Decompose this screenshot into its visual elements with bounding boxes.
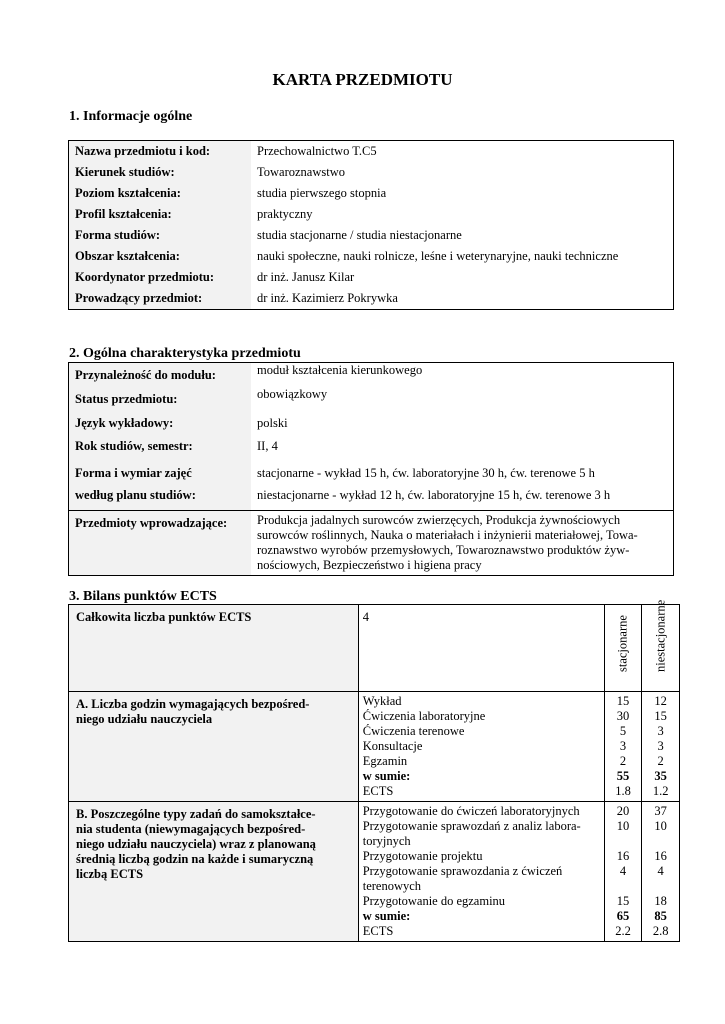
- table-row: [69, 511, 674, 576]
- prereq-line: surowców roślinnych, Nauka o materiałach i inżynierii materiałowej, Towa-: [257, 528, 638, 542]
- hours-value: [609, 879, 638, 894]
- ects-table: [68, 599, 680, 942]
- row-label: Profil kształcenia:: [69, 204, 252, 225]
- table-row: [69, 435, 674, 458]
- hours-value: [646, 834, 675, 849]
- item-name: Ćwiczenia terenowe: [362, 724, 465, 738]
- row-value: studia stacjonarne / studia niestacjonarne: [257, 228, 462, 242]
- section-a-stac-values: [604, 692, 642, 802]
- general-info-table: [68, 140, 674, 310]
- hours-value: 2: [657, 754, 664, 768]
- section-b-stac-values: [604, 802, 642, 942]
- hours-value: 15: [616, 694, 630, 708]
- hours-value: [646, 879, 675, 894]
- row-label: [69, 458, 252, 511]
- hours-value: 4: [619, 864, 627, 878]
- ects-label: ECTS: [362, 784, 394, 798]
- sum-value: 65: [616, 909, 630, 923]
- forma-value-line-2: niestacjonarne - wykład 12 h, ćw. laboratoryjne 15 h, ćw. terenowe 3 h: [257, 488, 611, 502]
- section-b-niestac-values: [642, 802, 680, 942]
- sum-label: w sumie:: [362, 909, 411, 923]
- hours-value: 15: [616, 894, 630, 908]
- section-1-heading: 1. Informacje ogólne: [69, 109, 193, 124]
- hours-value: 2: [619, 754, 627, 768]
- forma-value-line-1: stacjonarne - wykład 15 h, ćw. laboratoryjne 30 h, ćw. terenowe 5 h: [257, 466, 595, 480]
- hours-value: 3: [619, 739, 627, 753]
- item-name: Wykład: [362, 694, 402, 708]
- item-name: Przygotowanie sprawozdań z analiz labora-: [362, 819, 581, 833]
- ects-value: 2.2: [615, 924, 631, 938]
- row-value: nauki społeczne, nauki rolnicze, leśne i weterynaryjne, nauki techniczne: [257, 249, 619, 263]
- row-value: Przechowalnictwo T.C5: [257, 144, 377, 158]
- column-header-niestacjonarne: [642, 599, 680, 692]
- section-3-heading: 3. Bilans punktów ECTS: [69, 589, 217, 604]
- forma-label-line-2: według planu studiów:: [75, 488, 196, 502]
- column-header-text: stacjonarne: [615, 615, 630, 672]
- row-label: Status przedmiotu:: [69, 386, 252, 412]
- section-a-label-line: A. Liczba godzin wymagających bezpośred-: [76, 697, 310, 711]
- table-row: [69, 802, 680, 942]
- section-2-heading: 2. Ogólna charakterystyka przedmiotu: [69, 346, 301, 361]
- item-name: Egzamin: [362, 754, 408, 768]
- table-row: [69, 692, 680, 802]
- section-b-label-line: B. Poszczególne typy zadań do samokształce-: [76, 807, 316, 821]
- hours-value: [609, 834, 638, 849]
- column-header-stacjonarne: [604, 605, 642, 692]
- table-row: [69, 246, 674, 267]
- item-name: Przygotowanie projektu: [362, 849, 483, 863]
- hours-value: 30: [616, 709, 630, 723]
- section-b-label-line: liczbą ECTS: [76, 867, 144, 881]
- sum-value: 35: [654, 769, 667, 783]
- ects-label: ECTS: [362, 924, 394, 938]
- row-label: Poziom kształcenia:: [69, 183, 252, 204]
- item-name: terenowych: [362, 879, 422, 893]
- hours-value: 16: [616, 849, 630, 863]
- row-value: praktyczny: [257, 207, 313, 221]
- row-label: Prowadzący przedmiot:: [69, 288, 252, 310]
- row-value: [251, 511, 674, 576]
- section-b-label-line: niego udziału nauczyciela) wraz z planowaną: [76, 837, 316, 851]
- row-label: Forma studiów:: [69, 225, 252, 246]
- hours-value: 10: [654, 819, 667, 833]
- section-b-label: [69, 802, 359, 942]
- section-b-label-line: nia studenta (niewymagających bezpośred-: [76, 822, 306, 836]
- table-row: [69, 141, 674, 163]
- hours-value: 12: [654, 694, 667, 708]
- column-header-text: niestacjonarne: [653, 599, 668, 672]
- section-b-label-line: średnią liczbą godzin na każde i sumaryczną: [76, 852, 314, 866]
- item-name: Przygotowanie do egzaminu: [362, 894, 506, 908]
- prereq-line: roznawstwo wyrobów przemysłowych, Towaroznawstwo produktów żyw-: [257, 543, 630, 557]
- table-row: [69, 162, 674, 183]
- row-label: Kierunek studiów:: [69, 162, 252, 183]
- section-a-label: [69, 692, 359, 802]
- table-row: [69, 386, 674, 412]
- row-value: dr inż. Kazimierz Pokrywka: [257, 291, 398, 305]
- row-label: Obszar kształcenia:: [69, 246, 252, 267]
- row-label: Rok studiów, semestr:: [69, 435, 252, 458]
- prereq-line: nościowych, Bezpieczeństwo i higiena pracy: [257, 558, 482, 572]
- sum-value: 85: [654, 909, 667, 923]
- table-row: [69, 363, 674, 387]
- row-label: Język wykładowy:: [69, 412, 252, 435]
- row-value: Towaroznawstwo: [257, 165, 345, 179]
- table-row: [69, 288, 674, 310]
- prereq-line: Produkcja jadalnych surowców zwierzęcych, Produkcja żywnościowych: [257, 513, 621, 527]
- row-label: Nazwa przedmiotu i kod:: [69, 141, 252, 163]
- table-row: [69, 267, 674, 288]
- item-name: Przygotowanie do ćwiczeń laboratoryjnych: [362, 804, 580, 818]
- item-name: Ćwiczenia laboratoryjne: [362, 709, 486, 723]
- sum-value: 55: [616, 769, 630, 783]
- table-row: [69, 412, 674, 435]
- row-value: II, 4: [257, 439, 278, 453]
- hours-value: 37: [654, 804, 667, 818]
- hours-value: 15: [654, 709, 667, 723]
- document-title: KARTA PRZEDMIOTU: [272, 70, 453, 89]
- table-row: [69, 204, 674, 225]
- forma-label-line-1: Forma i wymiar zajęć: [75, 466, 192, 480]
- row-value: moduł kształcenia kierunkowego: [257, 363, 423, 377]
- hours-value: 5: [619, 724, 627, 738]
- row-label: Przedmioty wprowadzające:: [69, 511, 252, 576]
- row-value: studia pierwszego stopnia: [257, 186, 387, 200]
- item-name: Konsultacje: [362, 739, 423, 753]
- table-row: [69, 225, 674, 246]
- sum-label: w sumie:: [362, 769, 411, 783]
- row-value: polski: [257, 416, 288, 430]
- section-b-items: [358, 802, 604, 942]
- item-name: Przygotowanie sprawozdania z ćwiczeń: [362, 864, 563, 878]
- table-row: [69, 183, 674, 204]
- table-row: [69, 605, 680, 692]
- item-name: toryjnych: [362, 834, 411, 848]
- hours-value: 20: [616, 804, 630, 818]
- row-label: Koordynator przedmiotu:: [69, 267, 252, 288]
- total-ects-value: 4: [358, 605, 604, 692]
- row-value: dr inż. Janusz Kilar: [257, 270, 355, 284]
- table-row: [69, 458, 674, 511]
- total-ects-label: Całkowita liczba punktów ECTS: [69, 605, 359, 692]
- ects-value: 1.8: [615, 784, 631, 798]
- section-a-items: [358, 692, 604, 802]
- characteristics-table: [68, 362, 674, 576]
- hours-value: 16: [654, 849, 667, 863]
- hours-value: 3: [657, 739, 664, 753]
- hours-value: 18: [654, 894, 667, 908]
- hours-value: 4: [657, 864, 664, 878]
- ects-value: 1.2: [652, 784, 669, 798]
- row-label: Przynależność do modułu:: [69, 363, 252, 387]
- hours-value: 10: [616, 819, 630, 833]
- ects-value: 2.8: [652, 924, 669, 938]
- row-value: obowiązkowy: [257, 387, 328, 401]
- hours-value: 3: [657, 724, 664, 738]
- section-a-niestac-values: [642, 692, 680, 802]
- row-value: [251, 458, 674, 511]
- section-a-label-line: niego udziału nauczyciela: [76, 712, 213, 726]
